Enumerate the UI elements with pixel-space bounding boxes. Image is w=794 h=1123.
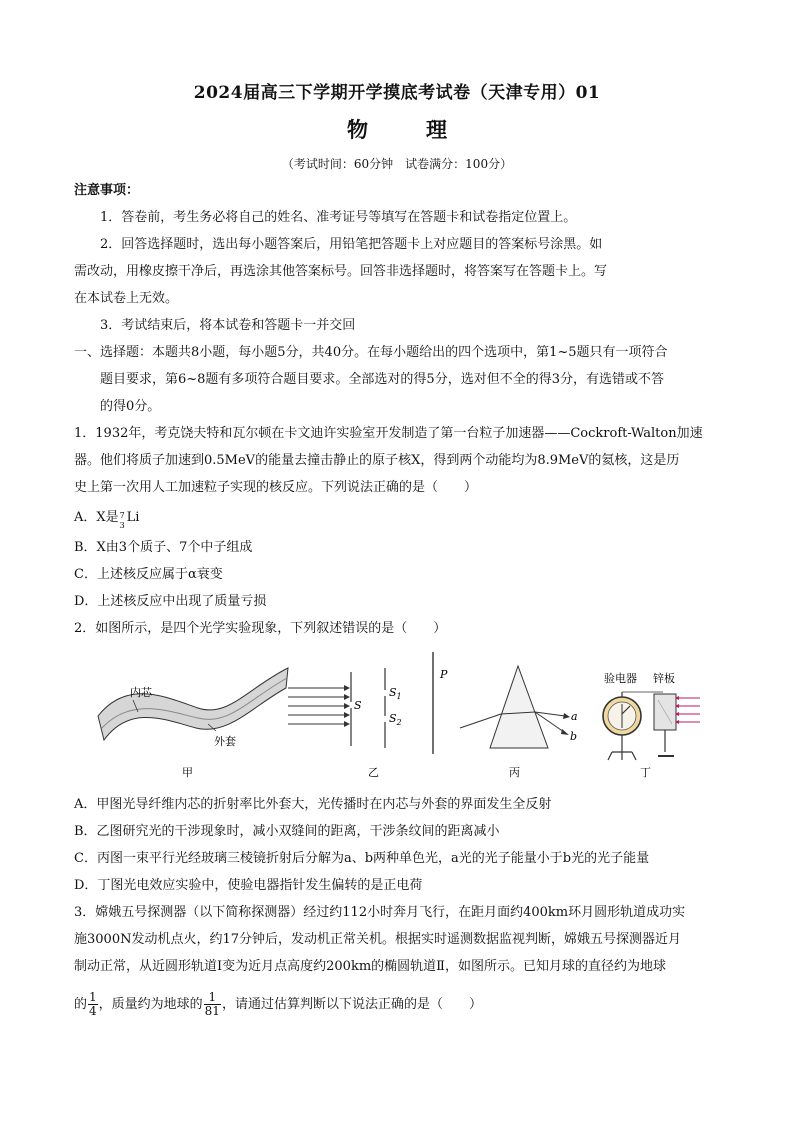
q1-option-d: D．上述核反应中出现了质量亏损 — [74, 594, 267, 609]
section1-line3: 的得0分。 — [100, 399, 161, 414]
uv-light-rays — [679, 698, 700, 722]
label-electroscope: 验电器 — [604, 672, 637, 685]
q1-line3: 史上第一次用人工加速粒子实现的核反应。下列说法正确的是（ ） — [74, 480, 478, 495]
element-symbol: Li — [126, 510, 140, 525]
photoelectric-diagram — [603, 671, 700, 779]
q2-option-d: D．丁图光电效应实验中，使验电器指针发生偏转的是正电荷 — [74, 878, 423, 893]
subject-heading — [0, 114, 794, 144]
caption-yi: 乙 — [368, 766, 379, 779]
subject-char-2: 理 — [426, 117, 447, 142]
q2-stem: 2．如图所示，是四个光学实验现象，下列叙述错误的是（ ） — [74, 621, 447, 636]
label-S2-main: S — [389, 712, 397, 725]
label-P: P — [440, 668, 448, 681]
fraction-one-eightyfirst — [204, 991, 221, 1018]
q3-line4-a: 的 — [74, 997, 88, 1012]
frac2-num: 1 — [204, 991, 221, 1005]
section1-line2: 题目要求，第6~8题有多项符合题目要求。全部选对的得5分，选对但不全的得3分，有选错或不答 — [100, 372, 664, 387]
frac1-den: 4 — [89, 1004, 97, 1018]
q1-option-b: B．X由3个质子、7个中子组成 — [74, 540, 253, 555]
notice-item-2a: 2．回答选择题时，选出每小题答案后，用铅笔把答题卡上对应题目的答案标号涂黑。如 — [100, 237, 603, 252]
label-S1 — [389, 686, 402, 701]
q3-line4-c: ，请通过估算判断以下说法正确的是（ ） — [221, 997, 482, 1012]
mass-number: 7 — [119, 510, 125, 520]
double-slit-diagram — [288, 652, 448, 779]
notice-item-1: 1．答卷前，考生务必将自己的姓名、准考证号等填写在答题卡和试卷指定位置上。 — [100, 210, 577, 225]
section1-prefix: 一、选择题： — [74, 345, 153, 360]
label-b: b — [570, 730, 578, 743]
subject-char-1: 物 — [347, 117, 368, 142]
caption-bing: 丙 — [509, 766, 520, 779]
q2-option-a: A．甲图光导纤维内芯的折射率比外套大，光传播时在内芯与外套的界面发生全反射 — [74, 797, 552, 812]
q1-line2: 器。他们将质子加速到0.5MeV的能量去撞击静止的原子核X，得到两个动能均为8.9MeV的氦核，这是历 — [74, 453, 680, 468]
notice-item-2c: 在本试卷上无效。 — [74, 291, 179, 306]
q1-option-c: C．上述核反应属于α衰变 — [74, 567, 223, 582]
q3-line1: 3．嫦娥五号探测器（以下简称探测器）经过约112小时奔月飞行，在距月面约400km环月圆形轨道成功实 — [74, 905, 686, 920]
caption-jia: 甲 — [182, 766, 193, 779]
isotope-notation — [119, 510, 127, 530]
label-zinc: 锌板 — [653, 672, 675, 685]
exam-info: （考试时间：60分钟 试卷满分：100分） — [281, 157, 513, 171]
label-S1-sub: 1 — [396, 692, 402, 701]
fraction-one-quarter — [88, 991, 98, 1018]
notice-item-3: 3．考试结束后，将本试卷和答题卡一并交回 — [100, 318, 356, 333]
section1-line1 — [74, 344, 668, 362]
fiber-diagram — [98, 668, 288, 779]
prism — [490, 666, 548, 748]
q1-option-a — [74, 509, 140, 530]
q3-line4-b: ，质量约为地球的 — [98, 997, 203, 1012]
q3-line3: 制动正常，从近圆形轨道Ⅰ变为近月点高度约200km的椭圆轨道Ⅱ，如图所示。已知月球的直径约为地球 — [74, 959, 666, 974]
q3-line4 — [74, 990, 482, 1020]
q3-line2: 施3000N发动机点火，约17分钟后，发动机正常关机。根据实时遥测数据监视判断，嫦娥五号探测器近月 — [74, 932, 682, 947]
frac1-num: 1 — [89, 990, 97, 1004]
frac2-den: 81 — [204, 1004, 220, 1018]
label-S: S — [354, 699, 362, 712]
prism-diagram — [460, 666, 578, 779]
section1-text1: 本题共8小题，每小题5分，共40分。在每小题给出的四个选项中，第1~5题只有一项符合 — [152, 345, 668, 360]
q1-option-a-prefix: A．X是 — [74, 510, 119, 525]
notice-heading: 注意事项： — [74, 183, 140, 198]
label-core: 内芯 — [130, 686, 152, 699]
caption-ding: 丁 — [640, 766, 651, 779]
exam-title: 2024届高三下学期开学摸底考试卷（天津专用）01 — [193, 83, 601, 103]
notice-item-2b: 需改动，用橡皮擦干净后，再选涂其他答案标号。回答非选择题时，将答案写在答题卡上。写 — [74, 264, 608, 279]
label-S1-main: S — [389, 686, 397, 699]
optics-figure — [88, 648, 708, 788]
label-S2 — [389, 712, 402, 727]
q1-line1: 1．1932年，考克饶夫特和瓦尔顿在卡文迪许实验室开发制造了第一台粒子加速器——Cockroft-Walton加速 — [74, 426, 703, 441]
label-a: a — [571, 710, 578, 723]
label-S2-sub: 2 — [396, 718, 402, 727]
label-sheath: 外套 — [214, 735, 236, 748]
q2-option-c: C．丙图一束平行光经玻璃三棱镜折射后分解为a、b两种单色光，a光的光子能量小于b光的光子能量 — [74, 851, 650, 866]
charge-number: 3 — [119, 520, 125, 530]
q2-option-b: B．乙图研究光的干涉现象时，减小双缝间的距离，干涉条纹间的距离减小 — [74, 824, 500, 839]
